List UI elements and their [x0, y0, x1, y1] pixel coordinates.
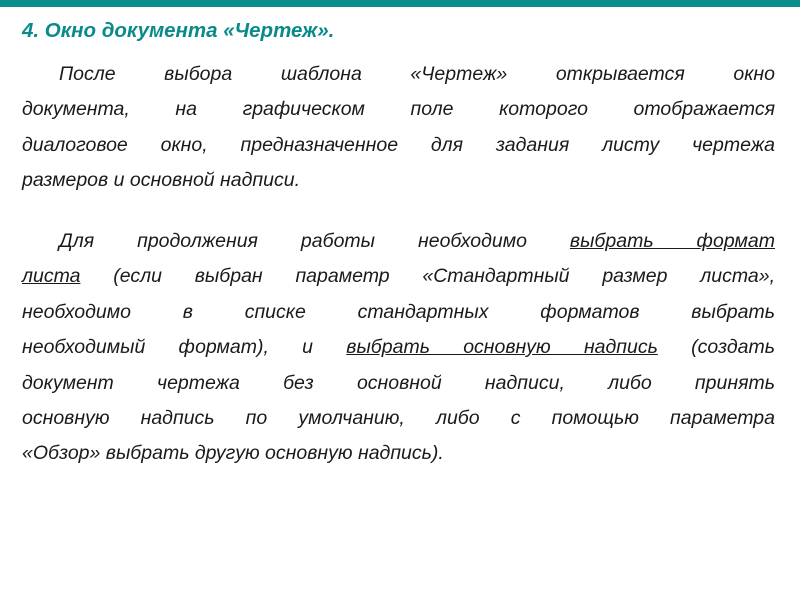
paragraph-2-text: (если выбран параметр «Стандартный размер листа», [80, 265, 775, 288]
top-accent-bar [0, 0, 800, 7]
paragraph-1-line: диалоговое окно, предназначенное для задания листу чертежа [22, 133, 775, 156]
select-format-underlined-text: выбрать формат [569, 230, 775, 252]
paragraph-2 [22, 224, 775, 472]
paragraph-1-line: После выбора шаблона «Чертеж» открывается окно [59, 63, 775, 85]
select-format-underlined-text-cont: листа [22, 265, 81, 288]
paragraph-2-line [22, 259, 775, 294]
paragraph-1-line: размеров и основной надписи. [22, 169, 300, 192]
paragraph-2-line: «Обзор» выбрать другую основную надпись). [22, 442, 444, 465]
paragraph-1 [22, 57, 775, 199]
paragraph-2-text: необходимый формат), и [22, 336, 347, 359]
paragraph-1-line: документа, на графическом поле которого отображается [22, 98, 775, 121]
paragraph-2-line: документ чертежа без основной надписи, либо принять [22, 371, 775, 394]
paragraph-2-line [22, 224, 775, 259]
paragraph-2-text: Для продолжения работы необходимо [59, 230, 570, 252]
paragraph-2-line: основную надпись по умолчанию, либо с помощью параметра [22, 406, 775, 429]
select-title-block-underlined-text: выбрать основную надпись [346, 336, 658, 359]
paragraph-2-line: необходимо в списке стандартных форматов выбрать [22, 300, 775, 323]
page-title: 4. Окно документа «Чертеж». [22, 19, 335, 42]
paragraph-2-text: (создать [657, 336, 775, 359]
paragraph-2-line [22, 330, 775, 365]
